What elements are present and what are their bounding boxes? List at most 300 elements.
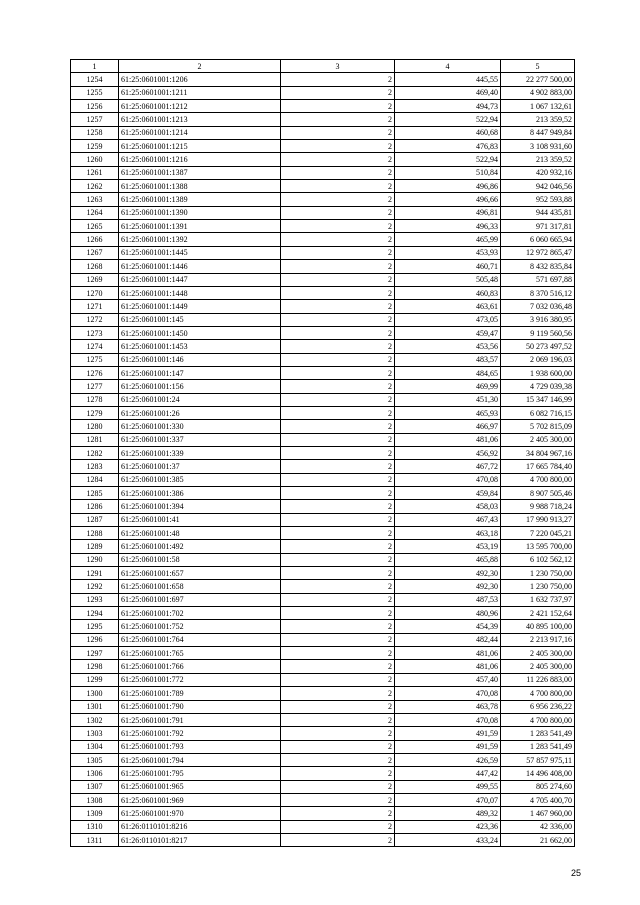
- cell-cadastral-number: 61:25:0601001:385: [119, 473, 281, 486]
- cell-cadastral-number: 61:25:0601001:1446: [119, 260, 281, 273]
- cell-group: 2: [281, 833, 395, 846]
- cell-row-index: 1311: [71, 833, 119, 846]
- cell-total-value: 13 595 700,00: [501, 540, 575, 553]
- cell-cadastral-number: 61:25:0601001:24: [119, 393, 281, 406]
- cell-specific-value: 465,88: [395, 553, 501, 566]
- cell-total-value: 942 046,56: [501, 180, 575, 193]
- cell-specific-value: 480,96: [395, 607, 501, 620]
- cell-specific-value: 496,86: [395, 180, 501, 193]
- cell-specific-value: 423,36: [395, 820, 501, 833]
- table-row: [71, 660, 575, 673]
- cell-cadastral-number: 61:25:0601001:492: [119, 540, 281, 553]
- cell-total-value: 6 060 665,94: [501, 233, 575, 246]
- column-header-2: 2: [119, 60, 281, 73]
- cell-total-value: 420 932,16: [501, 166, 575, 179]
- cell-total-value: 7 220 045,21: [501, 527, 575, 540]
- cell-specific-value: 453,56: [395, 340, 501, 353]
- table-row: [71, 687, 575, 700]
- table-row: [71, 807, 575, 820]
- cell-group: 2: [281, 727, 395, 740]
- cell-group: 2: [281, 553, 395, 566]
- cell-group: 2: [281, 687, 395, 700]
- cell-cadastral-number: 61:26:0110101:8217: [119, 833, 281, 846]
- cell-group: 2: [281, 500, 395, 513]
- cell-total-value: 213 359,52: [501, 113, 575, 126]
- cell-total-value: 6 956 236,22: [501, 700, 575, 713]
- cell-total-value: 11 226 883,00: [501, 673, 575, 686]
- cell-total-value: 6 102 562,12: [501, 553, 575, 566]
- cell-total-value: 2 405 300,00: [501, 433, 575, 446]
- column-header-5: 5: [501, 60, 575, 73]
- cell-group: 2: [281, 220, 395, 233]
- cell-group: 2: [281, 807, 395, 820]
- cell-total-value: 1 283 541,49: [501, 727, 575, 740]
- cell-total-value: 3 108 931,60: [501, 140, 575, 153]
- table-row: [71, 460, 575, 473]
- cell-row-index: 1258: [71, 126, 119, 139]
- cell-group: 2: [281, 86, 395, 99]
- column-header-1: 1: [71, 60, 119, 73]
- cell-group: 2: [281, 527, 395, 540]
- cell-row-index: 1285: [71, 487, 119, 500]
- cell-total-value: 5 702 815,09: [501, 420, 575, 433]
- table-row: [71, 193, 575, 206]
- cell-group: 2: [281, 446, 395, 459]
- cell-row-index: 1254: [71, 73, 119, 86]
- cell-specific-value: 496,66: [395, 193, 501, 206]
- table-row: [71, 767, 575, 780]
- cell-group: 2: [281, 820, 395, 833]
- cell-group: 2: [281, 433, 395, 446]
- cell-group: 2: [281, 313, 395, 326]
- cell-total-value: 1 283 541,49: [501, 740, 575, 753]
- cell-row-index: 1302: [71, 713, 119, 726]
- cell-total-value: 1 632 737,97: [501, 593, 575, 606]
- cell-group: 2: [281, 607, 395, 620]
- cell-cadastral-number: 61:25:0601001:1213: [119, 113, 281, 126]
- cell-total-value: 1 067 132,61: [501, 100, 575, 113]
- cell-row-index: 1304: [71, 740, 119, 753]
- cell-specific-value: 492,30: [395, 567, 501, 580]
- cell-total-value: 17 665 784,40: [501, 460, 575, 473]
- table-row: [71, 593, 575, 606]
- cell-specific-value: 460,71: [395, 260, 501, 273]
- cell-specific-value: 460,68: [395, 126, 501, 139]
- cell-row-index: 1301: [71, 700, 119, 713]
- cell-row-index: 1286: [71, 500, 119, 513]
- cell-cadastral-number: 61:25:0601001:765: [119, 647, 281, 660]
- table-row: [71, 500, 575, 513]
- cell-group: 2: [281, 620, 395, 633]
- cell-cadastral-number: 61:25:0601001:965: [119, 780, 281, 793]
- cell-cadastral-number: 61:25:0601001:337: [119, 433, 281, 446]
- table-row: [71, 260, 575, 273]
- cell-specific-value: 483,57: [395, 353, 501, 366]
- cell-specific-value: 494,73: [395, 100, 501, 113]
- cell-total-value: 4 700 800,00: [501, 687, 575, 700]
- cell-cadastral-number: 61:25:0601001:339: [119, 446, 281, 459]
- cell-specific-value: 467,72: [395, 460, 501, 473]
- cell-cadastral-number: 61:25:0601001:1215: [119, 140, 281, 153]
- cell-group: 2: [281, 567, 395, 580]
- cell-specific-value: 454,39: [395, 620, 501, 633]
- cell-cadastral-number: 61:25:0601001:1453: [119, 340, 281, 353]
- cell-group: 2: [281, 673, 395, 686]
- cell-group: 2: [281, 340, 395, 353]
- cell-cadastral-number: 61:25:0601001:752: [119, 620, 281, 633]
- cell-group: 2: [281, 206, 395, 219]
- cell-cadastral-number: 61:25:0601001:41: [119, 513, 281, 526]
- cell-row-index: 1279: [71, 406, 119, 419]
- cell-group: 2: [281, 140, 395, 153]
- cell-row-index: 1292: [71, 580, 119, 593]
- cell-total-value: 12 972 865,47: [501, 246, 575, 259]
- cell-specific-value: 481,06: [395, 660, 501, 673]
- cell-total-value: 2 405 300,00: [501, 647, 575, 660]
- cell-group: 2: [281, 780, 395, 793]
- table-row: [71, 420, 575, 433]
- cell-specific-value: 496,33: [395, 220, 501, 233]
- cell-total-value: 4 705 400,70: [501, 793, 575, 806]
- cell-total-value: 944 435,81: [501, 206, 575, 219]
- cell-specific-value: 522,94: [395, 153, 501, 166]
- cell-cadastral-number: 61:25:0601001:1450: [119, 326, 281, 339]
- table-row: [71, 313, 575, 326]
- cell-specific-value: 496,81: [395, 206, 501, 219]
- cell-cadastral-number: 61:25:0601001:789: [119, 687, 281, 700]
- cell-group: 2: [281, 767, 395, 780]
- table-row: [71, 300, 575, 313]
- table-row: [71, 73, 575, 86]
- cell-cadastral-number: 61:25:0601001:794: [119, 753, 281, 766]
- cell-group: 2: [281, 113, 395, 126]
- cell-cadastral-number: 61:25:0601001:792: [119, 727, 281, 740]
- cell-total-value: 14 496 408,00: [501, 767, 575, 780]
- cell-cadastral-number: 61:25:0601001:790: [119, 700, 281, 713]
- cell-cadastral-number: 61:25:0601001:146: [119, 353, 281, 366]
- table-row: [71, 580, 575, 593]
- cell-total-value: 40 895 100,00: [501, 620, 575, 633]
- cell-cadastral-number: 61:25:0601001:1387: [119, 166, 281, 179]
- table-header-row: [71, 60, 575, 73]
- table-row: [71, 406, 575, 419]
- cell-row-index: 1294: [71, 607, 119, 620]
- cell-cadastral-number: 61:25:0601001:1392: [119, 233, 281, 246]
- cell-row-index: 1270: [71, 286, 119, 299]
- page-number: 25: [571, 868, 582, 878]
- cell-specific-value: 470,08: [395, 687, 501, 700]
- cell-specific-value: 447,42: [395, 767, 501, 780]
- cell-specific-value: 482,44: [395, 633, 501, 646]
- cell-cadastral-number: 61:25:0601001:969: [119, 793, 281, 806]
- table-row: [71, 620, 575, 633]
- cell-specific-value: 470,07: [395, 793, 501, 806]
- cell-cadastral-number: 61:26:0110101:8216: [119, 820, 281, 833]
- table-row: [71, 780, 575, 793]
- cell-total-value: 1 230 750,00: [501, 567, 575, 580]
- table-row: [71, 713, 575, 726]
- cell-total-value: 4 902 883,00: [501, 86, 575, 99]
- cell-row-index: 1298: [71, 660, 119, 673]
- cell-cadastral-number: 61:25:0601001:766: [119, 660, 281, 673]
- cell-group: 2: [281, 580, 395, 593]
- table-row: [71, 567, 575, 580]
- table-row: [71, 340, 575, 353]
- table-row: [71, 353, 575, 366]
- cell-row-index: 1299: [71, 673, 119, 686]
- cell-specific-value: 451,30: [395, 393, 501, 406]
- table-row: [71, 220, 575, 233]
- cell-cadastral-number: 61:25:0601001:1212: [119, 100, 281, 113]
- table-row: [71, 473, 575, 486]
- cell-total-value: 2 421 152,64: [501, 607, 575, 620]
- cell-total-value: 15 347 146,99: [501, 393, 575, 406]
- cell-specific-value: 492,30: [395, 580, 501, 593]
- cell-row-index: 1271: [71, 300, 119, 313]
- cell-total-value: 6 082 716,15: [501, 406, 575, 419]
- cell-cadastral-number: 61:25:0601001:37: [119, 460, 281, 473]
- cell-row-index: 1295: [71, 620, 119, 633]
- cell-total-value: 8 907 505,46: [501, 487, 575, 500]
- cell-specific-value: 470,08: [395, 713, 501, 726]
- cell-group: 2: [281, 647, 395, 660]
- cell-row-index: 1268: [71, 260, 119, 273]
- cell-group: 2: [281, 700, 395, 713]
- cell-specific-value: 458,03: [395, 500, 501, 513]
- cell-row-index: 1276: [71, 366, 119, 379]
- cell-total-value: 22 277 500,00: [501, 73, 575, 86]
- table-row: [71, 166, 575, 179]
- table-row: [71, 753, 575, 766]
- cell-total-value: 8 432 835,84: [501, 260, 575, 273]
- table-row: [71, 553, 575, 566]
- cell-cadastral-number: 61:25:0601001:697: [119, 593, 281, 606]
- table-row: [71, 206, 575, 219]
- cell-total-value: 42 336,00: [501, 820, 575, 833]
- cell-total-value: 971 317,81: [501, 220, 575, 233]
- cell-specific-value: 481,06: [395, 647, 501, 660]
- cell-row-index: 1265: [71, 220, 119, 233]
- cell-row-index: 1255: [71, 86, 119, 99]
- cell-group: 2: [281, 153, 395, 166]
- cell-group: 2: [281, 420, 395, 433]
- cell-specific-value: 453,93: [395, 246, 501, 259]
- cell-total-value: 3 916 380,95: [501, 313, 575, 326]
- cell-specific-value: 489,32: [395, 807, 501, 820]
- cell-row-index: 1306: [71, 767, 119, 780]
- table-row: [71, 126, 575, 139]
- cell-group: 2: [281, 513, 395, 526]
- cell-row-index: 1288: [71, 527, 119, 540]
- cell-cadastral-number: 61:25:0601001:1214: [119, 126, 281, 139]
- cell-total-value: 952 593,88: [501, 193, 575, 206]
- cell-specific-value: 426,59: [395, 753, 501, 766]
- cell-row-index: 1287: [71, 513, 119, 526]
- table-row: [71, 673, 575, 686]
- cell-group: 2: [281, 73, 395, 86]
- cell-group: 2: [281, 246, 395, 259]
- cell-group: 2: [281, 180, 395, 193]
- cell-group: 2: [281, 406, 395, 419]
- table-row: [71, 273, 575, 286]
- cell-group: 2: [281, 380, 395, 393]
- cell-row-index: 1272: [71, 313, 119, 326]
- cell-row-index: 1303: [71, 727, 119, 740]
- cell-cadastral-number: 61:25:0601001:1445: [119, 246, 281, 259]
- cell-specific-value: 469,99: [395, 380, 501, 393]
- cell-specific-value: 466,97: [395, 420, 501, 433]
- cell-specific-value: 463,61: [395, 300, 501, 313]
- table-row: [71, 647, 575, 660]
- cell-group: 2: [281, 540, 395, 553]
- cell-cadastral-number: 61:25:0601001:1389: [119, 193, 281, 206]
- cell-specific-value: 491,59: [395, 727, 501, 740]
- cell-specific-value: 460,83: [395, 286, 501, 299]
- cell-row-index: 1310: [71, 820, 119, 833]
- table-row: [71, 286, 575, 299]
- cell-cadastral-number: 61:25:0601001:330: [119, 420, 281, 433]
- table-row: [71, 513, 575, 526]
- table-row: [71, 446, 575, 459]
- table-row: [71, 540, 575, 553]
- cell-row-index: 1281: [71, 433, 119, 446]
- cell-row-index: 1256: [71, 100, 119, 113]
- cell-specific-value: 469,40: [395, 86, 501, 99]
- cell-group: 2: [281, 593, 395, 606]
- cell-total-value: 805 274,60: [501, 780, 575, 793]
- cell-row-index: 1284: [71, 473, 119, 486]
- cell-total-value: 4 729 039,38: [501, 380, 575, 393]
- cell-group: 2: [281, 260, 395, 273]
- table-row: [71, 633, 575, 646]
- cell-row-index: 1305: [71, 753, 119, 766]
- cell-group: 2: [281, 740, 395, 753]
- cell-total-value: 9 988 718,24: [501, 500, 575, 513]
- cell-row-index: 1282: [71, 446, 119, 459]
- cell-total-value: 50 273 497,52: [501, 340, 575, 353]
- cell-row-index: 1283: [71, 460, 119, 473]
- cell-row-index: 1257: [71, 113, 119, 126]
- cell-group: 2: [281, 753, 395, 766]
- cell-specific-value: 467,43: [395, 513, 501, 526]
- cell-total-value: 571 697,88: [501, 273, 575, 286]
- table-row: [71, 793, 575, 806]
- cell-cadastral-number: 61:25:0601001:1388: [119, 180, 281, 193]
- table-row: [71, 326, 575, 339]
- table-body: [71, 73, 575, 847]
- cell-specific-value: 491,59: [395, 740, 501, 753]
- table-row: [71, 113, 575, 126]
- table-row: [71, 180, 575, 193]
- cell-row-index: 1291: [71, 567, 119, 580]
- cell-specific-value: 522,94: [395, 113, 501, 126]
- cell-cadastral-number: 61:25:0601001:145: [119, 313, 281, 326]
- cell-row-index: 1261: [71, 166, 119, 179]
- cell-group: 2: [281, 300, 395, 313]
- cell-group: 2: [281, 166, 395, 179]
- cell-group: 2: [281, 326, 395, 339]
- cell-specific-value: 459,84: [395, 487, 501, 500]
- cell-specific-value: 499,55: [395, 780, 501, 793]
- cell-row-index: 1260: [71, 153, 119, 166]
- cell-row-index: 1307: [71, 780, 119, 793]
- cell-row-index: 1275: [71, 353, 119, 366]
- cell-cadastral-number: 61:25:0601001:657: [119, 567, 281, 580]
- cell-cadastral-number: 61:25:0601001:791: [119, 713, 281, 726]
- cell-total-value: 1 467 960,00: [501, 807, 575, 820]
- cell-specific-value: 465,99: [395, 233, 501, 246]
- cell-specific-value: 510,84: [395, 166, 501, 179]
- cell-cadastral-number: 61:25:0601001:386: [119, 487, 281, 500]
- cell-group: 2: [281, 126, 395, 139]
- column-header-4: 4: [395, 60, 501, 73]
- table-row: [71, 366, 575, 379]
- cell-row-index: 1297: [71, 647, 119, 660]
- cell-row-index: 1263: [71, 193, 119, 206]
- cell-group: 2: [281, 366, 395, 379]
- cell-cadastral-number: 61:25:0601001:48: [119, 527, 281, 540]
- cell-specific-value: 505,48: [395, 273, 501, 286]
- data-table: [70, 59, 575, 847]
- cell-total-value: 4 700 800,00: [501, 473, 575, 486]
- cell-group: 2: [281, 660, 395, 673]
- cell-group: 2: [281, 393, 395, 406]
- table-row: [71, 100, 575, 113]
- cell-row-index: 1277: [71, 380, 119, 393]
- cell-cadastral-number: 61:25:0601001:772: [119, 673, 281, 686]
- cell-specific-value: 476,83: [395, 140, 501, 153]
- table-row: [71, 527, 575, 540]
- table-row: [71, 820, 575, 833]
- cell-cadastral-number: 61:25:0601001:26: [119, 406, 281, 419]
- cell-total-value: 57 857 975,11: [501, 753, 575, 766]
- cell-total-value: 8 447 949,84: [501, 126, 575, 139]
- cell-row-index: 1296: [71, 633, 119, 646]
- cell-total-value: 9 119 560,56: [501, 326, 575, 339]
- cell-specific-value: 433,24: [395, 833, 501, 846]
- cell-total-value: 1 230 750,00: [501, 580, 575, 593]
- column-header-3: 3: [281, 60, 395, 73]
- cell-specific-value: 463,78: [395, 700, 501, 713]
- cell-specific-value: 445,55: [395, 73, 501, 86]
- cell-total-value: 7 032 036,48: [501, 300, 575, 313]
- cell-specific-value: 463,18: [395, 527, 501, 540]
- cell-cadastral-number: 61:25:0601001:702: [119, 607, 281, 620]
- cell-row-index: 1308: [71, 793, 119, 806]
- table-row: [71, 833, 575, 846]
- cell-total-value: 21 662,00: [501, 833, 575, 846]
- cell-specific-value: 481,06: [395, 433, 501, 446]
- cell-total-value: 213 359,52: [501, 153, 575, 166]
- cell-group: 2: [281, 273, 395, 286]
- cell-row-index: 1262: [71, 180, 119, 193]
- cell-cadastral-number: 61:25:0601001:1391: [119, 220, 281, 233]
- cell-specific-value: 487,53: [395, 593, 501, 606]
- cell-cadastral-number: 61:25:0601001:147: [119, 366, 281, 379]
- cell-cadastral-number: 61:25:0601001:394: [119, 500, 281, 513]
- cell-row-index: 1274: [71, 340, 119, 353]
- cell-group: 2: [281, 286, 395, 299]
- cell-row-index: 1267: [71, 246, 119, 259]
- cell-specific-value: 456,92: [395, 446, 501, 459]
- table-row: [71, 740, 575, 753]
- cell-cadastral-number: 61:25:0601001:1211: [119, 86, 281, 99]
- cell-row-index: 1266: [71, 233, 119, 246]
- table-row: [71, 380, 575, 393]
- cell-group: 2: [281, 713, 395, 726]
- cell-cadastral-number: 61:25:0601001:1390: [119, 206, 281, 219]
- table-row: [71, 233, 575, 246]
